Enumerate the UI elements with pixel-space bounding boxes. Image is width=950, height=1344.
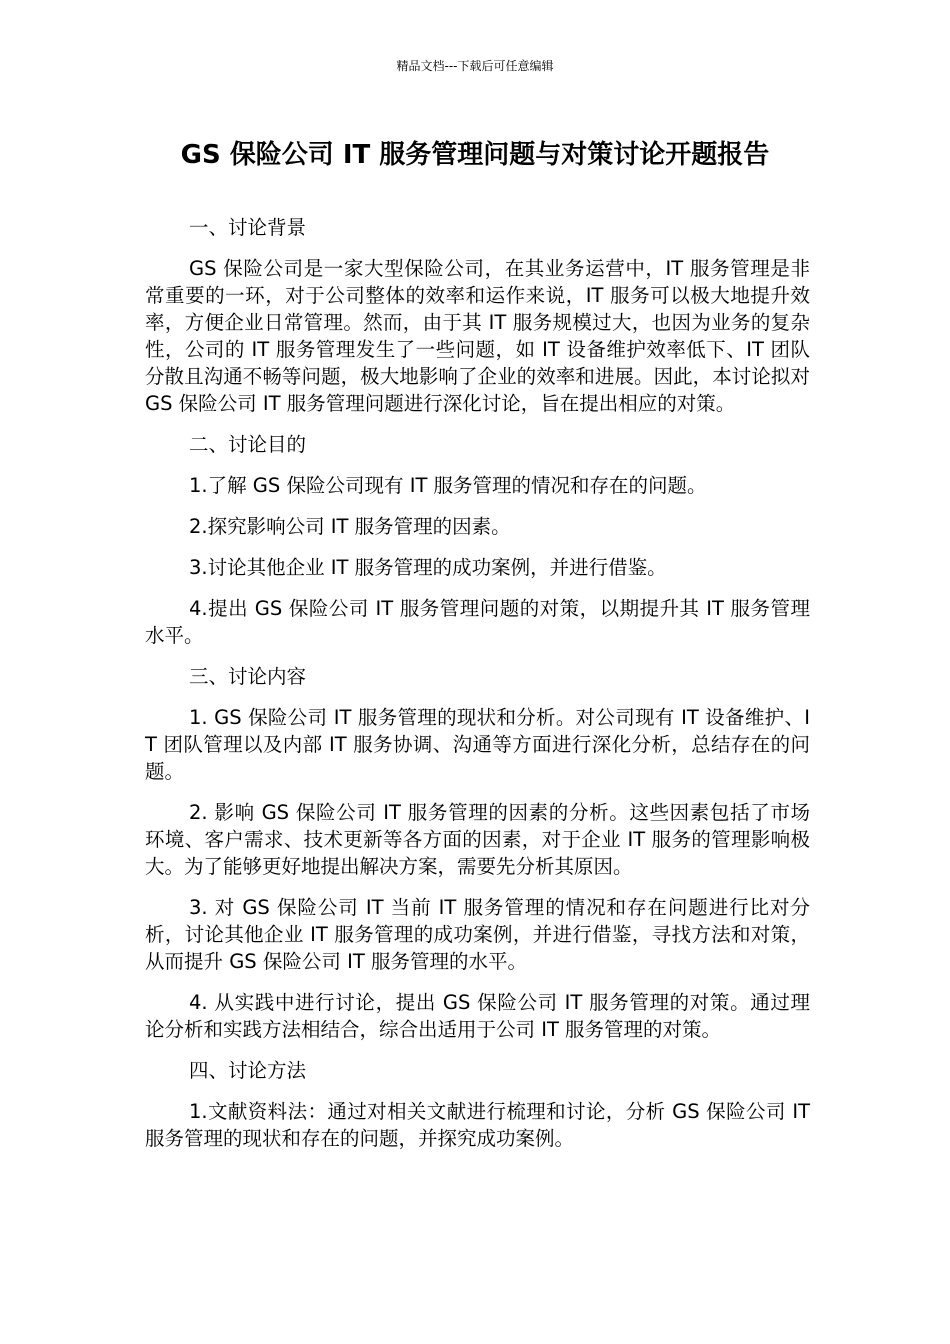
list-item: 4. 从实践中进行讨论，提出 GS 保险公司 IT 服务管理的对策。通过理论分析和实践方法相结合，综合出适用于公司 IT 服务管理的对策。 [145,991,810,1041]
section-heading-background: 一、讨论背景 [189,216,307,239]
list-item: 3.讨论其他企业 IT 服务管理的成功案例，并进行借鉴。 [189,556,667,579]
section-heading-purpose: 二、讨论目的 [189,433,307,456]
list-item: 4.提出 GS 保险公司 IT 服务管理问题的对策，以期提升其 IT 服务管理水平。 [145,597,810,647]
document-title: GS 保险公司 IT 服务管理问题与对策讨论开题报告 [180,140,770,170]
list-item: 2. 影响 GS 保险公司 IT 服务管理的因素的分析。这些因素包括了市场环境、客户需求、技术更新等各方面的因素，对于企业 IT 服务的管理影响极大。为了能够更好地提出解决方案，需要先分析其原因。 [145,801,810,878]
paragraph: GS 保险公司是一家大型保险公司，在其业务运营中，IT 服务管理是非常重要的一环，对于公司整体的效率和运作来说，IT 服务可以极大地提升效率，方便企业日常管理。然而，由于其 IT 服务规模过大，也因为业务的复杂性，公司的 IT 服务管理发生了一些问题，如 IT 设备维护效率低下、IT 团队分散且沟通不畅等问题，极大地影响了企业的效率和进展。因此，本讨论拟对 GS 保险公司 IT 服务管理问题进行深化讨论，旨在提出相应的对策。 [145,257,810,415]
header-note: 精品文档---下载后可任意编辑 [396,59,554,73]
list-item: 3. 对 GS 保险公司 IT 当前 IT 服务管理的情况和存在问题进行比对分析，讨论其他企业 IT 服务管理的成功案例，并进行借鉴，寻找方法和对策，从而提升 GS 保险公司 IT 服务管理的水平。 [145,896,810,973]
section-heading-content: 三、讨论内容 [189,665,307,688]
list-item: 1. GS 保险公司 IT 服务管理的现状和分析。对公司现有 IT 设备维护、IT 团队管理以及内部 IT 服务协调、沟通等方面进行深化分析，总结存在的问题。 [145,706,810,783]
section-heading-method: 四、讨论方法 [189,1059,307,1082]
list-item: 1.了解 GS 保险公司现有 IT 服务管理的情况和存在的问题。 [189,474,707,497]
list-item: 2.探究影响公司 IT 服务管理的因素。 [189,515,511,538]
document-body [145,214,810,1166]
list-item: 1.文献资料法：通过对相关文献进行梳理和讨论，分析 GS 保险公司 IT 服务管理的现状和存在的问题，并探究成功案例。 [145,1100,810,1150]
